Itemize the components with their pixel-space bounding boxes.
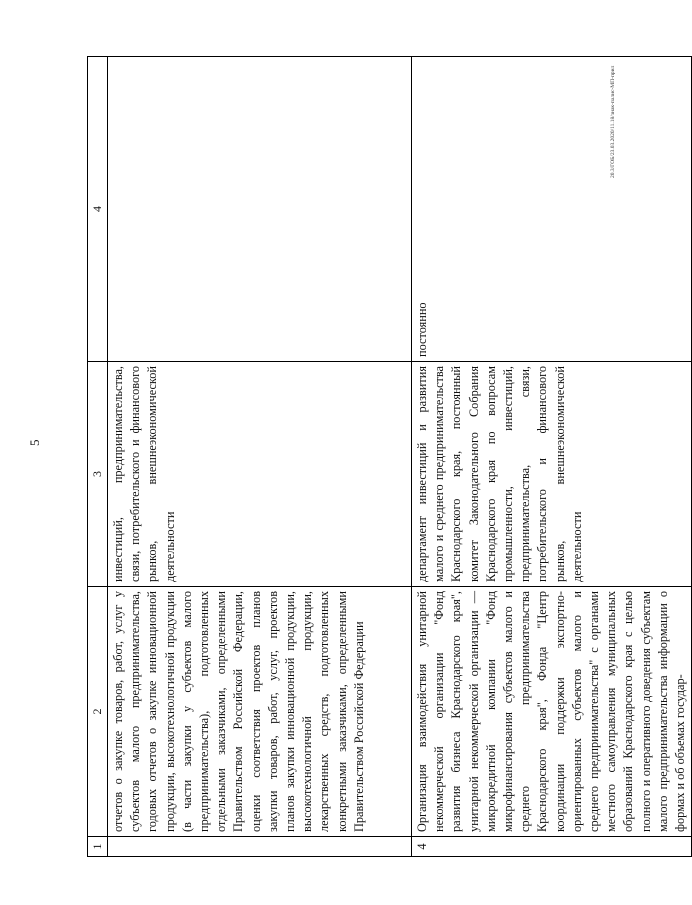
header-col-1: 1	[88, 837, 108, 857]
row-number-cell	[108, 837, 412, 857]
responsible-executor-cell: департамент инвестиций и развития малого и среднего предпринимательства Краснодарского края, постоянный комитет Законодательного Собрания Краснодарского края по вопросам промышленности, инвестиций, предпринимательства, связи, потребительского и финансового рынков, внешнеэкономической деятельности	[412, 362, 692, 587]
table-row	[108, 57, 412, 857]
responsible-executor-cell: инвестиций, предпринимательства, связи, потребительского и финансового рынков, внешнеэкономической деятельности	[108, 362, 412, 587]
page-number: 5	[27, 439, 42, 446]
deadline-cell	[108, 57, 412, 362]
row-number-cell: 4	[412, 837, 692, 857]
header-col-2: 2	[88, 587, 108, 837]
measure-description-cell: Организация взаимодействия унитарной некоммерческой организации "Фонд развития бизнеса Краснодарского края", унитарной некоммерческой организации — микрокредитной компании "Фонд микрофинансирования субъектов малого и среднего предпринимательства Краснодарского края", Фонда "Центр координации поддержки экспортно-ориентированных субъектов малого и среднего предпринимательства" с органами местного самоуправления муниципальных образований Краснодарского края с целью полного и оперативного доведения субъектам малого предпринимательства информации о формах и об объемах государ-	[412, 587, 692, 837]
measures-table	[87, 56, 692, 857]
header-col-4: 4	[88, 57, 108, 362]
header-col-3: 3	[88, 362, 108, 587]
deadline-cell: постоянно	[412, 57, 692, 362]
table-row	[412, 57, 692, 857]
table-header-row	[88, 57, 108, 857]
measure-description-cell: отчетов о закупке товаров, работ, услуг у субъектов малого предпринимательства, годовых отчетов о закупке инновационной продукции, высокотехнологичной продукции (в части закупки у субъектов малого предпринимательства), подготовленных отдельными заказчиками, определенными Правительством Российской Федерации, оценки соответствия проектов планов закупки товаров, работ, услуг, проектов планов закупки инновационной продукции, высокотехнологичной продукции, лекарственных средств, подготовленных конкретными заказчиками, определенными Правительством Российской Федерации	[108, 587, 412, 837]
rotated-table-container	[87, 57, 688, 857]
